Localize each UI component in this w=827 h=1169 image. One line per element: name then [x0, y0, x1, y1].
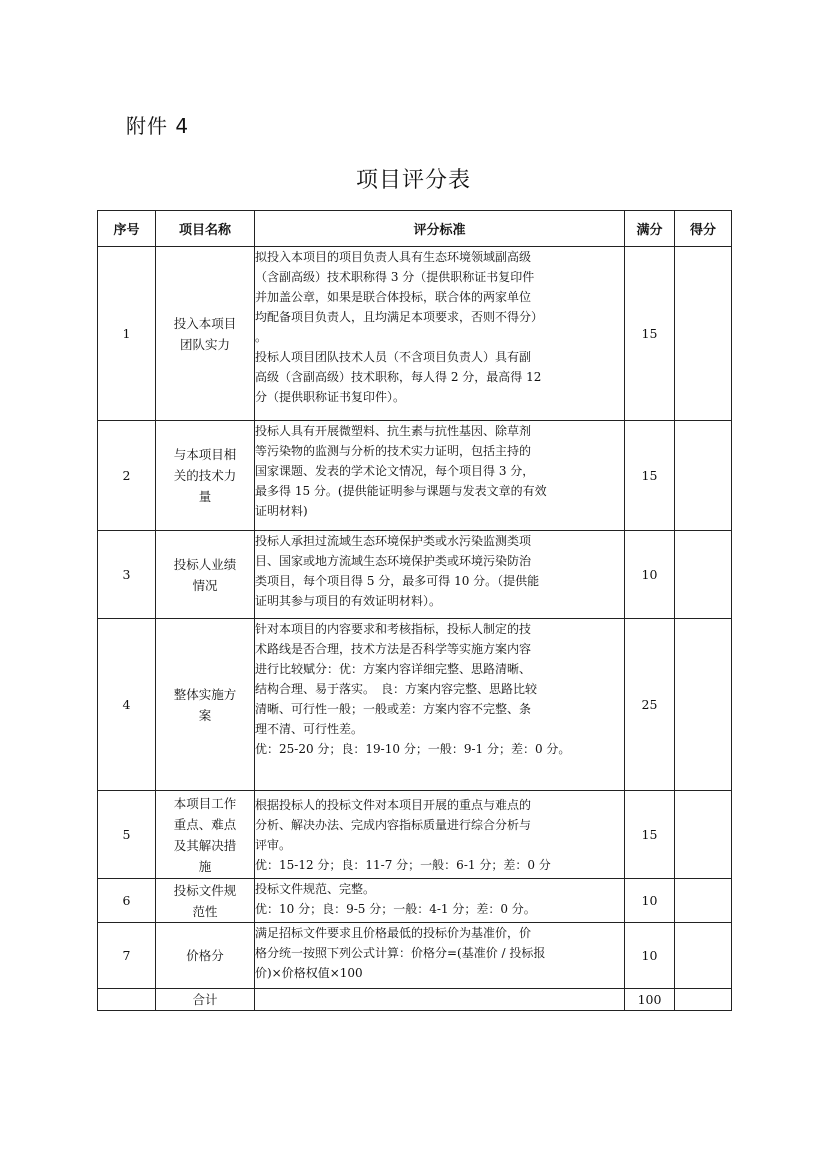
criteria-line: 格分统一按照下列公式计算：价格分=(基准价 / 投标报 [255, 946, 546, 960]
total-label: 合计 [156, 989, 255, 1011]
table-row [98, 791, 732, 879]
criteria-line: 等污染物的监测与分析的技术实力证明，包括主持的 [255, 444, 532, 458]
row-name-line: 本项目工作 [173, 795, 237, 811]
row-max: 15 [625, 421, 675, 531]
total-no [98, 989, 156, 1011]
criteria-line: （含副高级）技术职称得 3 分（提供职称证书复印件 [255, 270, 535, 284]
row-name-line: 案 [198, 707, 212, 723]
row-max: 15 [625, 247, 675, 421]
criteria-line: 优：15-12 分；良：11-7 分；一般：6-1 分；差：0 分 [255, 857, 551, 872]
criteria-line: 针对本项目的内容要求和考核指标，投标人制定的技 [255, 622, 532, 636]
row-name [156, 791, 255, 879]
table-row [98, 531, 732, 619]
row-name-line: 情况 [192, 577, 218, 593]
attachment-label: 附件 4 [126, 114, 190, 138]
criteria-line: 国家课题、发表的学术论文情况，每个项目得 3 分， [255, 464, 535, 478]
criteria-line: 理不清、可行性差。 [255, 722, 364, 736]
row-name-line: 施 [198, 858, 212, 874]
row-no: 4 [98, 619, 156, 791]
criteria-line: 证明其参与项目的有效证明材料）。 [255, 594, 442, 608]
criteria-line: 根据投标人的投标文件对本项目开展的重点与难点的 [255, 797, 532, 812]
row-name [156, 247, 255, 421]
criteria-line: 目、国家或地方流域生态环境保护类或环境污染防治 [255, 554, 532, 568]
page-title: 项目评分表 [355, 168, 471, 193]
row-name-line: 团队实力 [179, 336, 230, 352]
row-name-line: 及其解决措 [173, 837, 237, 853]
header-criteria: 评分标准 [255, 211, 625, 247]
row-score [675, 421, 732, 531]
criteria-line: 证明材料) [255, 504, 308, 518]
row-criteria [255, 421, 625, 531]
criteria-line: 投标人承担过流域生态环境保护类或水污染监测类项 [255, 534, 532, 548]
row-name-line: 量 [198, 489, 212, 504]
header-score: 得分 [675, 211, 732, 247]
row-criteria [255, 791, 625, 879]
row-no: 1 [98, 247, 156, 421]
row-name [156, 879, 255, 923]
criteria-line: 。 [255, 330, 268, 344]
row-max: 15 [625, 791, 675, 879]
criteria-line: 均配备项目负责人，且均满足本项要求，否则不得分） [255, 310, 544, 324]
row-score [675, 531, 732, 619]
row-name-line: 关的技术力 [173, 468, 237, 483]
criteria-line: 满足招标文件要求且价格最低的投标价为基准价，价 [255, 926, 532, 940]
criteria-line: 高级（含副高级）技术职称，每人得 2 分，最高得 12 [255, 370, 542, 384]
row-name-line: 投标文件规 [173, 882, 237, 898]
row-criteria [255, 247, 625, 421]
criteria-line: 优：10 分；良：9-5 分；一般：4-1 分；差：0 分。 [255, 902, 536, 916]
table-row [98, 619, 732, 791]
total-max: 100 [625, 989, 675, 1011]
table-row [98, 879, 732, 923]
row-name-line: 与本项目相 [173, 447, 237, 462]
row-no: 2 [98, 421, 156, 531]
total-score [675, 989, 732, 1011]
row-score [675, 923, 732, 989]
row-name [156, 619, 255, 791]
row-no: 7 [98, 923, 156, 989]
row-score [675, 619, 732, 791]
row-criteria [255, 531, 625, 619]
criteria-line: 拟投入本项目的项目负责人具有生态环境领域副高级 [255, 250, 532, 264]
header-no: 序号 [98, 211, 156, 247]
criteria-line: 投标人项目团队技术人员（不含项目负责人）具有副 [255, 350, 532, 364]
row-no: 3 [98, 531, 156, 619]
criteria-line: 最多得 15 分。(提供能证明参与课题与发表文章的有效 [255, 484, 547, 498]
criteria-line: 优：25-20 分；良：19-10 分；一般：9-1 分；差：0 分。 [255, 742, 571, 756]
row-name-line: 范性 [192, 903, 218, 919]
criteria-line: 评审。 [255, 837, 292, 852]
row-criteria [255, 923, 625, 989]
row-name-line: 整体实施方 [173, 686, 237, 702]
table-row [98, 247, 732, 421]
scoring-table [97, 210, 732, 1011]
criteria-line: 投标人具有开展微塑料、抗生素与抗性基因、除草剂 [255, 424, 532, 438]
table-row [98, 923, 732, 989]
criteria-line: 进行比较赋分：优：方案内容详细完整、思路清晰、 [255, 662, 532, 676]
table-row [98, 421, 732, 531]
row-criteria [255, 619, 625, 791]
total-row [98, 989, 732, 1011]
total-criteria [255, 989, 625, 1011]
row-score [675, 247, 732, 421]
row-max: 10 [625, 923, 675, 989]
row-score [675, 791, 732, 879]
header-name: 项目名称 [156, 211, 255, 247]
row-max: 25 [625, 619, 675, 791]
criteria-line: 价)×价格权值×100 [255, 966, 363, 980]
row-name-line: 价格分 [186, 948, 224, 963]
criteria-line: 并加盖公章，如果是联合体投标，联合体的两家单位 [255, 290, 532, 304]
row-name [156, 421, 255, 531]
row-name-line: 重点、难点 [173, 816, 237, 832]
row-name [156, 923, 255, 989]
row-no: 5 [98, 791, 156, 879]
row-name-line: 投入本项目 [173, 315, 237, 331]
criteria-line: 投标文件规范、完整。 [255, 882, 376, 896]
criteria-line: 清晰、可行性一般；一般或差：方案内容不完整、条 [255, 702, 532, 716]
criteria-line: 分析、解决办法、完成内容指标质量进行综合分析与 [255, 817, 532, 832]
criteria-line: 术路线是否合理，技术方法是否科学等实施方案内容 [255, 642, 532, 656]
row-max: 10 [625, 531, 675, 619]
row-no: 6 [98, 879, 156, 923]
row-criteria [255, 879, 625, 923]
row-name-line: 投标人业绩 [173, 556, 237, 572]
row-score [675, 879, 732, 923]
table-header-row [98, 211, 732, 247]
row-max: 10 [625, 879, 675, 923]
criteria-line: 分（提供职称证书复印件）。 [255, 390, 406, 404]
criteria-line: 结构合理、易于落实。 良：方案内容完整、思路比较 [255, 682, 538, 696]
row-name [156, 531, 255, 619]
header-max: 满分 [625, 211, 675, 247]
criteria-line: 类项目，每个项目得 5 分，最多可得 10 分。（提供能 [255, 574, 540, 588]
